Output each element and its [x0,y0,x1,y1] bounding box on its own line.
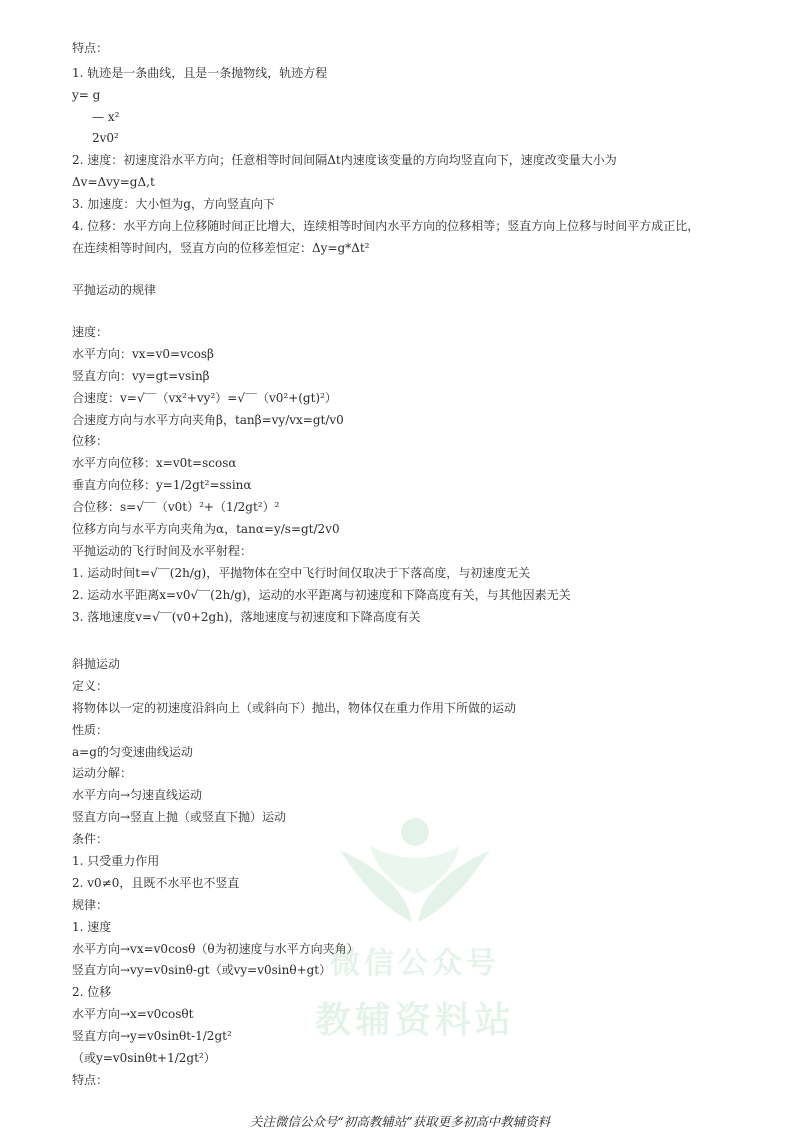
text-line: 定义： [72,679,109,693]
text-line: 在连续相等时间内，竖直方向的位移差恒定：Δy=g*Δt² [72,241,370,255]
text-line: Δv=Δvy=gΔ,t [72,175,155,189]
text-line: 竖直方向：vy=gt=vsinβ [72,369,210,383]
text-line: 1. 速度 [72,920,112,934]
text-line: 竖直方向→vy=v0sinθ-gt（或vy=v0sinθ+gt） [72,963,332,977]
text-line: 水平方向→x=v0cosθt [72,1007,194,1021]
watermark-logo-icon [300,810,530,930]
text-line: 4. 位移：水平方向上位移随时间正比增大，连续相等时间内水平方向的位移相等；竖直方向上位移与时间平方成正比， [72,219,700,233]
text-line: 1. 运动时间t=√‾‾(2h/g)，平抛物体在空中飞行时间仅取决于下落高度，与初速度无关 [72,566,531,580]
text-line: 1. 只受重力作用 [72,854,160,868]
text-line: 2. 速度：初速度沿水平方向；任意相等时间间隔Δt内速度该变量的方向均竖直向下，速度改变量大小为 [72,153,617,167]
text-line: 垂直方向位移：y=1/2gt²=ssinα [72,478,252,492]
text-line: 1. 轨迹是一条曲线，且是一条抛物线，轨迹方程 [72,66,328,80]
text-line: （或y=v0sinθt+1/2gt²） [72,1051,216,1065]
watermark-text-1: 微信公众号 [330,946,500,981]
text-line: y= g [72,88,101,102]
text-line: 2. 运动水平距离x=v0√‾‾(2h/g)，运动的水平距离与初速度和下降高度有关，与其他因素无关 [72,588,571,602]
watermark [300,810,530,1060]
text-line: 平抛运动的飞行时间及水平射程： [72,544,253,558]
text-line: 条件： [72,832,109,846]
text-line: 竖直方向→y=v0sinθt-1/2gt² [72,1029,232,1043]
text-line: 将物体以一定的初速度沿斜向上（或斜向下）抛出，物体仅在重力作用下所做的运动 [72,701,517,715]
text-line: 水平方向位移：x=v0t=scosα [72,456,237,470]
watermark-text-2: 教辅资料站 [314,1000,515,1041]
text-line: 水平方向：vx=v0=vcosβ [72,347,214,361]
text-line: 水平方向→匀速直线运动 [72,788,203,802]
text-line: 水平方向→vx=v0cosθ（θ为初速度与水平方向夹角） [72,942,359,956]
text-line: 速度： [72,325,109,339]
text-line: 性质： [72,723,109,737]
text-line: 合速度：v=√‾‾（vx²+vy²）=√‾‾（v0²+(gt)²） [72,391,337,405]
text-line: 斜抛运动 [72,657,121,671]
text-line: — x² [92,110,120,124]
text-line: 规律： [72,898,109,912]
text-line: a=g的匀变速曲线运动 [72,745,193,759]
text-line: 3. 落地速度v=√‾‾(v0+2gh)，落地速度与初速度和下降高度有关 [72,610,421,624]
text-line: 特点： [72,1073,109,1087]
text-line: 合速度方向与水平方向夹角β，tanβ=vy/vx=gt/v0 [72,413,344,427]
text-line: 位移方向与水平方向夹角为α，tanα=y/s=gt/2v0 [72,522,340,536]
text-line: 合位移：s=√‾‾（v0t）²+（1/2gt²）² [72,500,280,514]
text-line: 竖直方向→竖直上抛（或竖直下抛）运动 [72,810,287,824]
text-line: 2. 位移 [72,985,112,999]
text-line: 2. v0≠0，且既不水平也不竖直 [72,876,240,890]
text-line: 3. 加速度：大小恒为g，方向竖直向下 [72,197,275,211]
page-footer: 关注微信公众号“初高教辅站”获取更多初高中教辅资料 [249,1114,551,1129]
text-line: 运动分解： [72,766,133,780]
text-line: 平抛运动的规律 [72,283,157,297]
text-line: 特点： [72,41,109,55]
text-line: 2v0² [92,131,119,145]
text-line: 位移： [72,434,109,448]
